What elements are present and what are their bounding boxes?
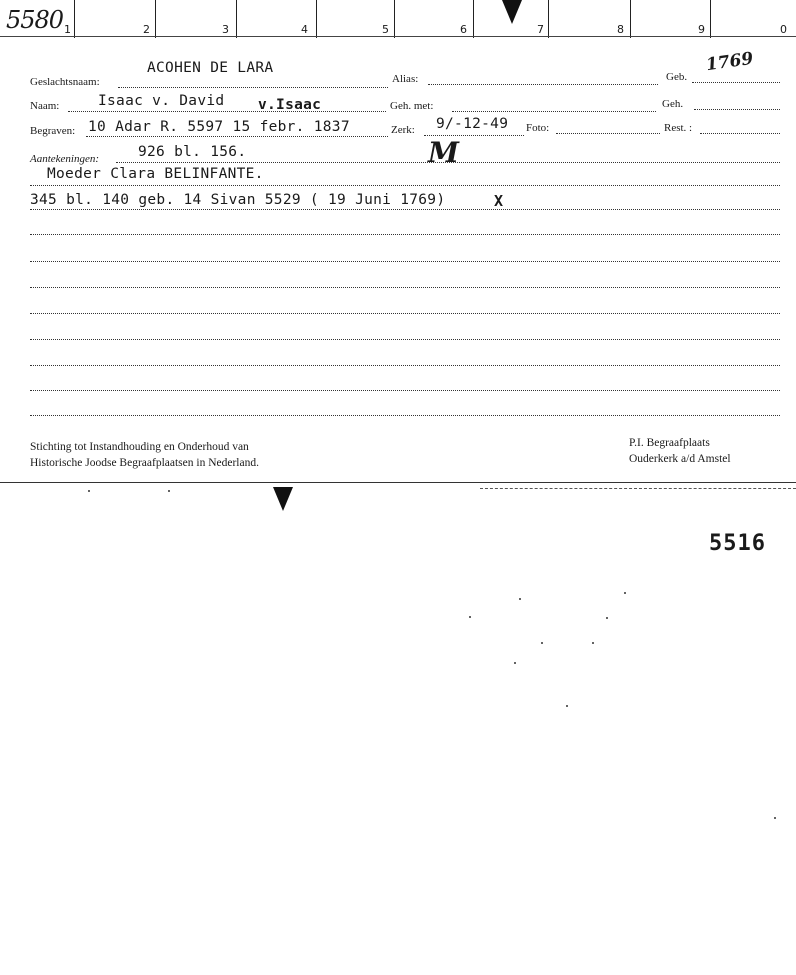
handwritten-card-id: 5580 xyxy=(6,6,64,34)
empty-line xyxy=(30,233,780,235)
surname-label: Geslachtsnaam: xyxy=(30,76,100,88)
foundation-line-1: Stichting tot Instandhouding en Onderhoud van xyxy=(30,441,249,453)
card-bottom-edge-shadow xyxy=(480,488,796,489)
ruler-divider xyxy=(548,0,549,38)
notes-label: Aantekeningen: xyxy=(30,153,100,165)
ruler-number: 2 xyxy=(143,23,150,36)
born-year-handwritten: 1769 xyxy=(704,48,755,76)
ruler-divider xyxy=(74,0,75,38)
scan-speck xyxy=(514,662,516,664)
ruler-number: 4 xyxy=(301,23,308,36)
index-notch-bottom xyxy=(273,487,293,511)
born-line xyxy=(692,81,780,83)
empty-line xyxy=(30,389,780,391)
mother-line-text: Moeder Clara BELINFANTE. xyxy=(47,166,264,182)
ruler-number: 3 xyxy=(222,23,229,36)
rest-label: Rest. : xyxy=(664,122,693,134)
surname-value: ACOHEN DE LARA xyxy=(147,60,274,76)
cemetery-name xyxy=(629,435,731,467)
ruler-number: 0 xyxy=(780,23,787,36)
foundation-name xyxy=(30,439,259,471)
alias-label: Alias: xyxy=(392,73,419,85)
scan-speck xyxy=(606,617,608,619)
scan-speck xyxy=(541,642,543,644)
empty-line xyxy=(30,286,780,288)
empty-line xyxy=(30,414,780,416)
name-line xyxy=(68,110,386,112)
grave-value: 9/-12-49 xyxy=(436,116,509,132)
ruler-number: 5 xyxy=(382,23,389,36)
scan-speck xyxy=(566,705,568,707)
photo-label: Foto: xyxy=(526,122,550,134)
ruler-divider xyxy=(710,0,711,38)
ruler-number: 8 xyxy=(617,23,624,36)
born-label: Geb. xyxy=(666,71,688,83)
cemetery-line-2: Ouderkerk a/d Amstel xyxy=(629,453,731,465)
birth-line xyxy=(30,208,780,210)
note-letter-handwritten: M xyxy=(428,136,459,169)
empty-line xyxy=(30,338,780,340)
buried-value: 10 Adar R. 5597 15 febr. 1837 xyxy=(88,119,350,135)
empty-line xyxy=(30,364,780,366)
empty-line xyxy=(30,312,780,314)
index-notch-top xyxy=(502,0,522,24)
scan-speck xyxy=(774,817,776,819)
ruler-divider xyxy=(155,0,156,38)
married-to-label: Geh. met: xyxy=(390,100,434,112)
ruler-divider xyxy=(473,0,474,38)
rest-line xyxy=(700,132,780,134)
scan-speck xyxy=(592,642,594,644)
scan-speck xyxy=(168,490,170,492)
name-label: Naam: xyxy=(30,100,60,112)
ruler-divider xyxy=(630,0,631,38)
buried-label: Begraven: xyxy=(30,125,76,137)
married-line xyxy=(694,108,780,110)
ruler-baseline xyxy=(0,36,796,37)
ruler-number: 7 xyxy=(537,23,544,36)
card-bottom-edge xyxy=(0,482,796,483)
buried-line xyxy=(86,135,388,137)
birth-mark: X xyxy=(494,192,504,210)
name-value: Isaac v. David xyxy=(98,93,225,109)
index-ruler xyxy=(0,0,796,38)
ruler-number: 6 xyxy=(460,23,467,36)
surname-line xyxy=(118,86,388,88)
alias-line xyxy=(428,83,658,85)
grave-label: Zerk: xyxy=(391,124,415,136)
scan-speck xyxy=(88,490,90,492)
stamp-number: 5516 xyxy=(709,531,766,556)
ruler-divider xyxy=(316,0,317,38)
foundation-line-2: Historische Joodse Begraafplaatsen in Nederland. xyxy=(30,457,259,469)
name-father-value: v.Isaac xyxy=(258,97,322,113)
scan-speck xyxy=(469,616,471,618)
married-to-line xyxy=(452,110,656,112)
empty-line xyxy=(30,260,780,262)
cemetery-line-1: P.I. Begraafplaats xyxy=(629,437,710,449)
ruler-divider xyxy=(236,0,237,38)
birth-line-text: 345 bl. 140 geb. 14 Sivan 5529 ( 19 Juni 1769) xyxy=(30,192,446,208)
mother-line xyxy=(30,184,780,186)
scan-speck xyxy=(519,598,521,600)
married-label: Geh. xyxy=(662,98,684,110)
ruler-number: 9 xyxy=(698,23,705,36)
notes-value: 926 bl. 156. xyxy=(138,144,247,160)
photo-line xyxy=(556,132,660,134)
ruler-divider xyxy=(394,0,395,38)
ruler-number: 1 xyxy=(64,23,71,36)
scan-speck xyxy=(624,592,626,594)
